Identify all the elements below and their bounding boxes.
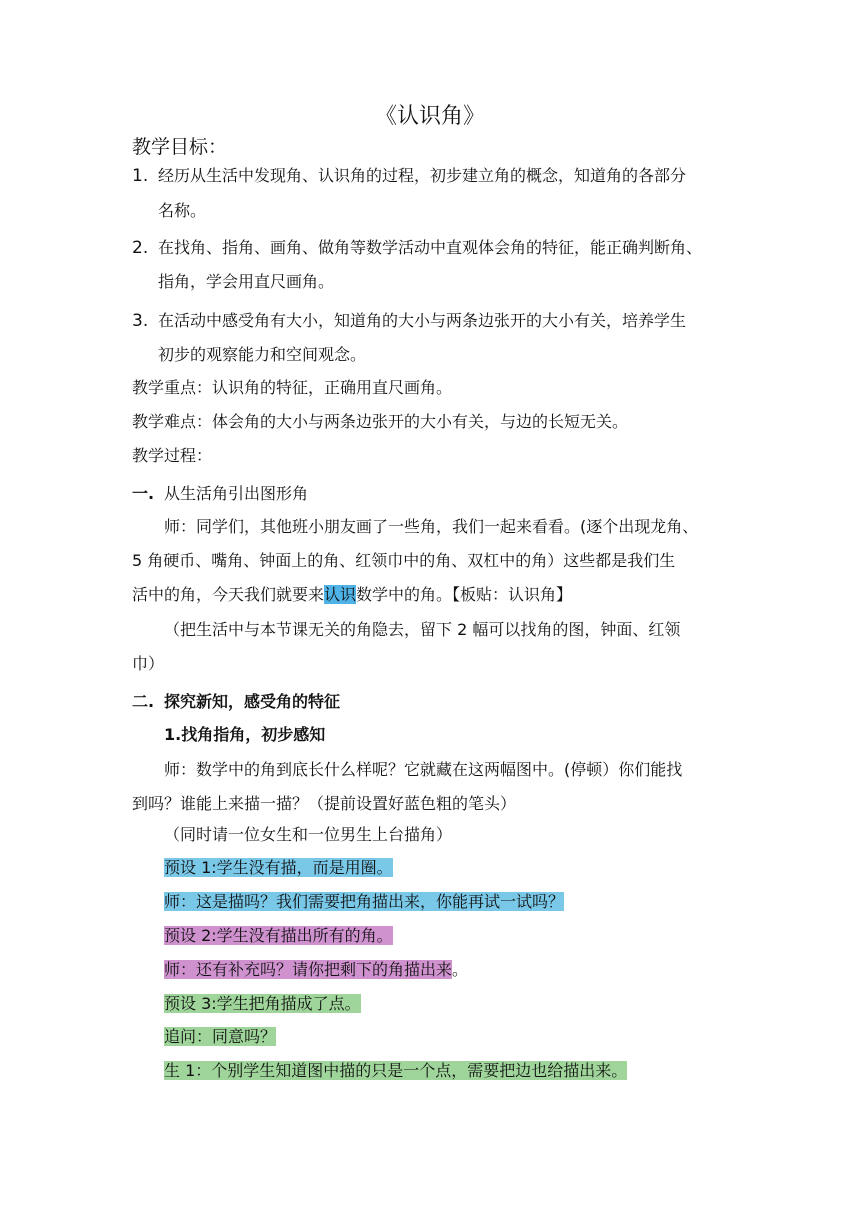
section1-heading: 从生活角引出图形角: [164, 484, 309, 503]
objective-text-cont: 初步的观察能力和空间观念。: [158, 345, 367, 364]
difficult-point: 教学难点：体会角的大小与两条边张开的大小有关，与边的长短无关。: [132, 412, 629, 431]
highlighted-text: 预设 1:学生没有描，而是用圈。: [164, 858, 393, 877]
preset-line: [164, 992, 361, 1016]
paragraph-text: 数学中的角。【板贴：认识角】: [356, 585, 573, 604]
objective-number: 3.: [132, 311, 149, 331]
objective-text: 在找角、指角、画角、做角等数学活动中直观体会角的特征，能正确判断角、: [158, 238, 703, 257]
objective-text-cont: 名称。: [158, 201, 207, 220]
objective-text-cont: 指角，学会用直尺画角。: [158, 272, 335, 291]
paragraph-line: 师：数学中的角到底长什么样呢？它就藏在这两幅图中。(停顿）你们能找: [164, 760, 683, 779]
paragraph-line: （同时请一位女生和一位男生上台描角）: [164, 825, 453, 844]
objective-text: 经历从生活中发现角、认识角的过程，初步建立角的概念，知道角的各部分: [158, 166, 687, 185]
subsection-heading: 1.找角指角，初步感知: [164, 725, 326, 744]
paragraph-line: [132, 583, 572, 607]
key-point: 教学重点：认识角的特征，正确用直尺画角。: [132, 378, 453, 397]
teacher-line: [164, 958, 468, 982]
teacher-line: [164, 890, 564, 914]
section1-label: 一.: [132, 484, 155, 503]
paragraph-text: 活中的角，今天我们就要来: [132, 585, 325, 604]
objective-text: 在活动中感受角有大小，知道角的大小与两条边张开的大小有关，培养学生: [158, 311, 687, 330]
highlighted-text: 师：还有补充吗？请你把剩下的角描出来: [164, 960, 453, 979]
paragraph-line: 到吗？谁能上来描一描？（提前设置好蓝色粗的笔头）: [132, 794, 517, 813]
highlighted-word: 认识: [324, 585, 357, 604]
preset-line: [164, 924, 393, 948]
objective-number: 2.: [132, 238, 149, 258]
paragraph-text: 。: [452, 960, 469, 979]
highlighted-text: 师：这是描吗？我们需要把角描出来，你能再试一试吗？: [164, 892, 565, 911]
objective-number: 1.: [132, 166, 149, 186]
highlighted-text: 预设 3:学生把角描成了点。: [164, 994, 361, 1013]
ask-line: [164, 1025, 276, 1049]
highlighted-text: 追问：同意吗？: [164, 1027, 277, 1046]
preset-line: [164, 856, 393, 880]
section2-label: 二.: [132, 692, 155, 711]
objectives-heading: 教学目标：: [132, 136, 228, 158]
student-line: [164, 1059, 627, 1083]
page-title: 《认识角》: [374, 104, 485, 129]
paragraph-line: 巾）: [132, 654, 165, 673]
section2-heading: 探究新知，感受角的特征: [164, 692, 341, 711]
paragraph-line: （把生活中与本节课无关的角隐去，留下 2 幅可以找角的图，钟面、红领: [164, 620, 681, 639]
highlighted-text: 预设 2:学生没有描出所有的角。: [164, 926, 393, 945]
paragraph-line: 5 角硬币、嘴角、钟面上的角、红领巾中的角、双杠中的角）这些都是我们生: [132, 551, 676, 570]
highlighted-text: 生 1：个别学生知道图中描的只是一个点，需要把边也给描出来。: [164, 1061, 628, 1080]
paragraph-line: 师：同学们，其他班小朋友画了一些角，我们一起来看看。(逐个出现龙角、: [164, 517, 699, 536]
process-heading: 教学过程：: [132, 446, 213, 465]
